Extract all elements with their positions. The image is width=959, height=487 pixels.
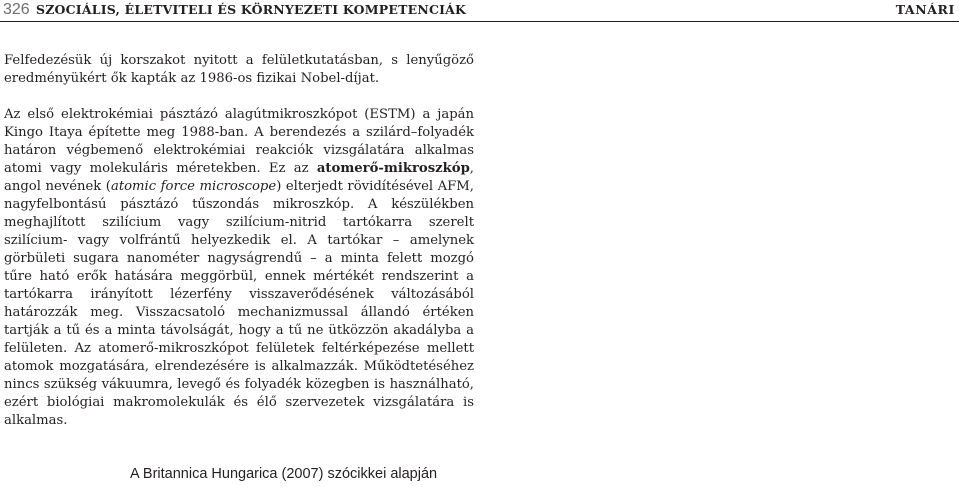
paragraph-text: , angol nevének ( [4, 161, 474, 194]
paragraph-text: ) elterjedt rövidítésével AFM, nagyfelbontású pásztázó tűszondás mikroszkóp. A készülékben meghajlított szilícium vagy szilícium-nitrid tartókarra szerelt szilícium- vagy volfrántű helyezkedik el. A tartókar – amelynek görbületi sugara nanométer nagyságrendű – a minta felett mozgó tűre ható erők hatására meggörbül, ennek mértékét rendszerint a tartókarra irányított lézerfény visszaverődésének változásából határozzák meg. Visszacsatoló mechanizmussal állandó értéken tartják a tű és a minta távolságát, hogy a tű ne ütközzön akadályba a felületen. Az atomerő-mikroszkópot felületek feltérképezése mellett atomok mozgatására, elrendezésére is alkalmazzák. Működtetéséhez nincs szükség vákuumra, levegő és folyadék közegben is használható, ezért biológiai makromolekulák és élő szervezetek vizsgálatára is alkalmas. [4, 179, 474, 428]
chapter-title: SZOCIÁLIS, ÉLETVITELI ÉS KÖRNYEZETI KOMPETENCIÁK [36, 2, 467, 17]
paragraph-microscopes [4, 106, 474, 430]
paragraph-nobel: Felfedezésük új korszakot nyitott a felületkutatásban, s lenyűgöző eredményükért ők kapták az 1986-os fizikai Nobel-díjat. [4, 53, 474, 86]
edition-label: TANÁRI [895, 2, 955, 17]
term-atomic-force-microscope: atomerő-mikroszkóp [316, 161, 470, 176]
english-term: atomic force microscope [110, 179, 277, 194]
source-citation: A Britannica Hungarica (2007) szócikkei alapján [130, 466, 438, 482]
article-body [4, 52, 474, 430]
page-number: 326 [3, 1, 30, 18]
paragraph-text: Az első elektrokémiai pásztázó alagútmikroszkópot (ESTM) a japán Kingo Itaya építette meg 1988-ban. A berendezés a szilárd–folyadék határon végbemenő elektrokémiai reakciók vizsgálatára alkalmas atomi vagy molekuláris méretekben. Ez az [4, 107, 474, 176]
page-header [0, 0, 959, 24]
header-divider [0, 21, 959, 22]
